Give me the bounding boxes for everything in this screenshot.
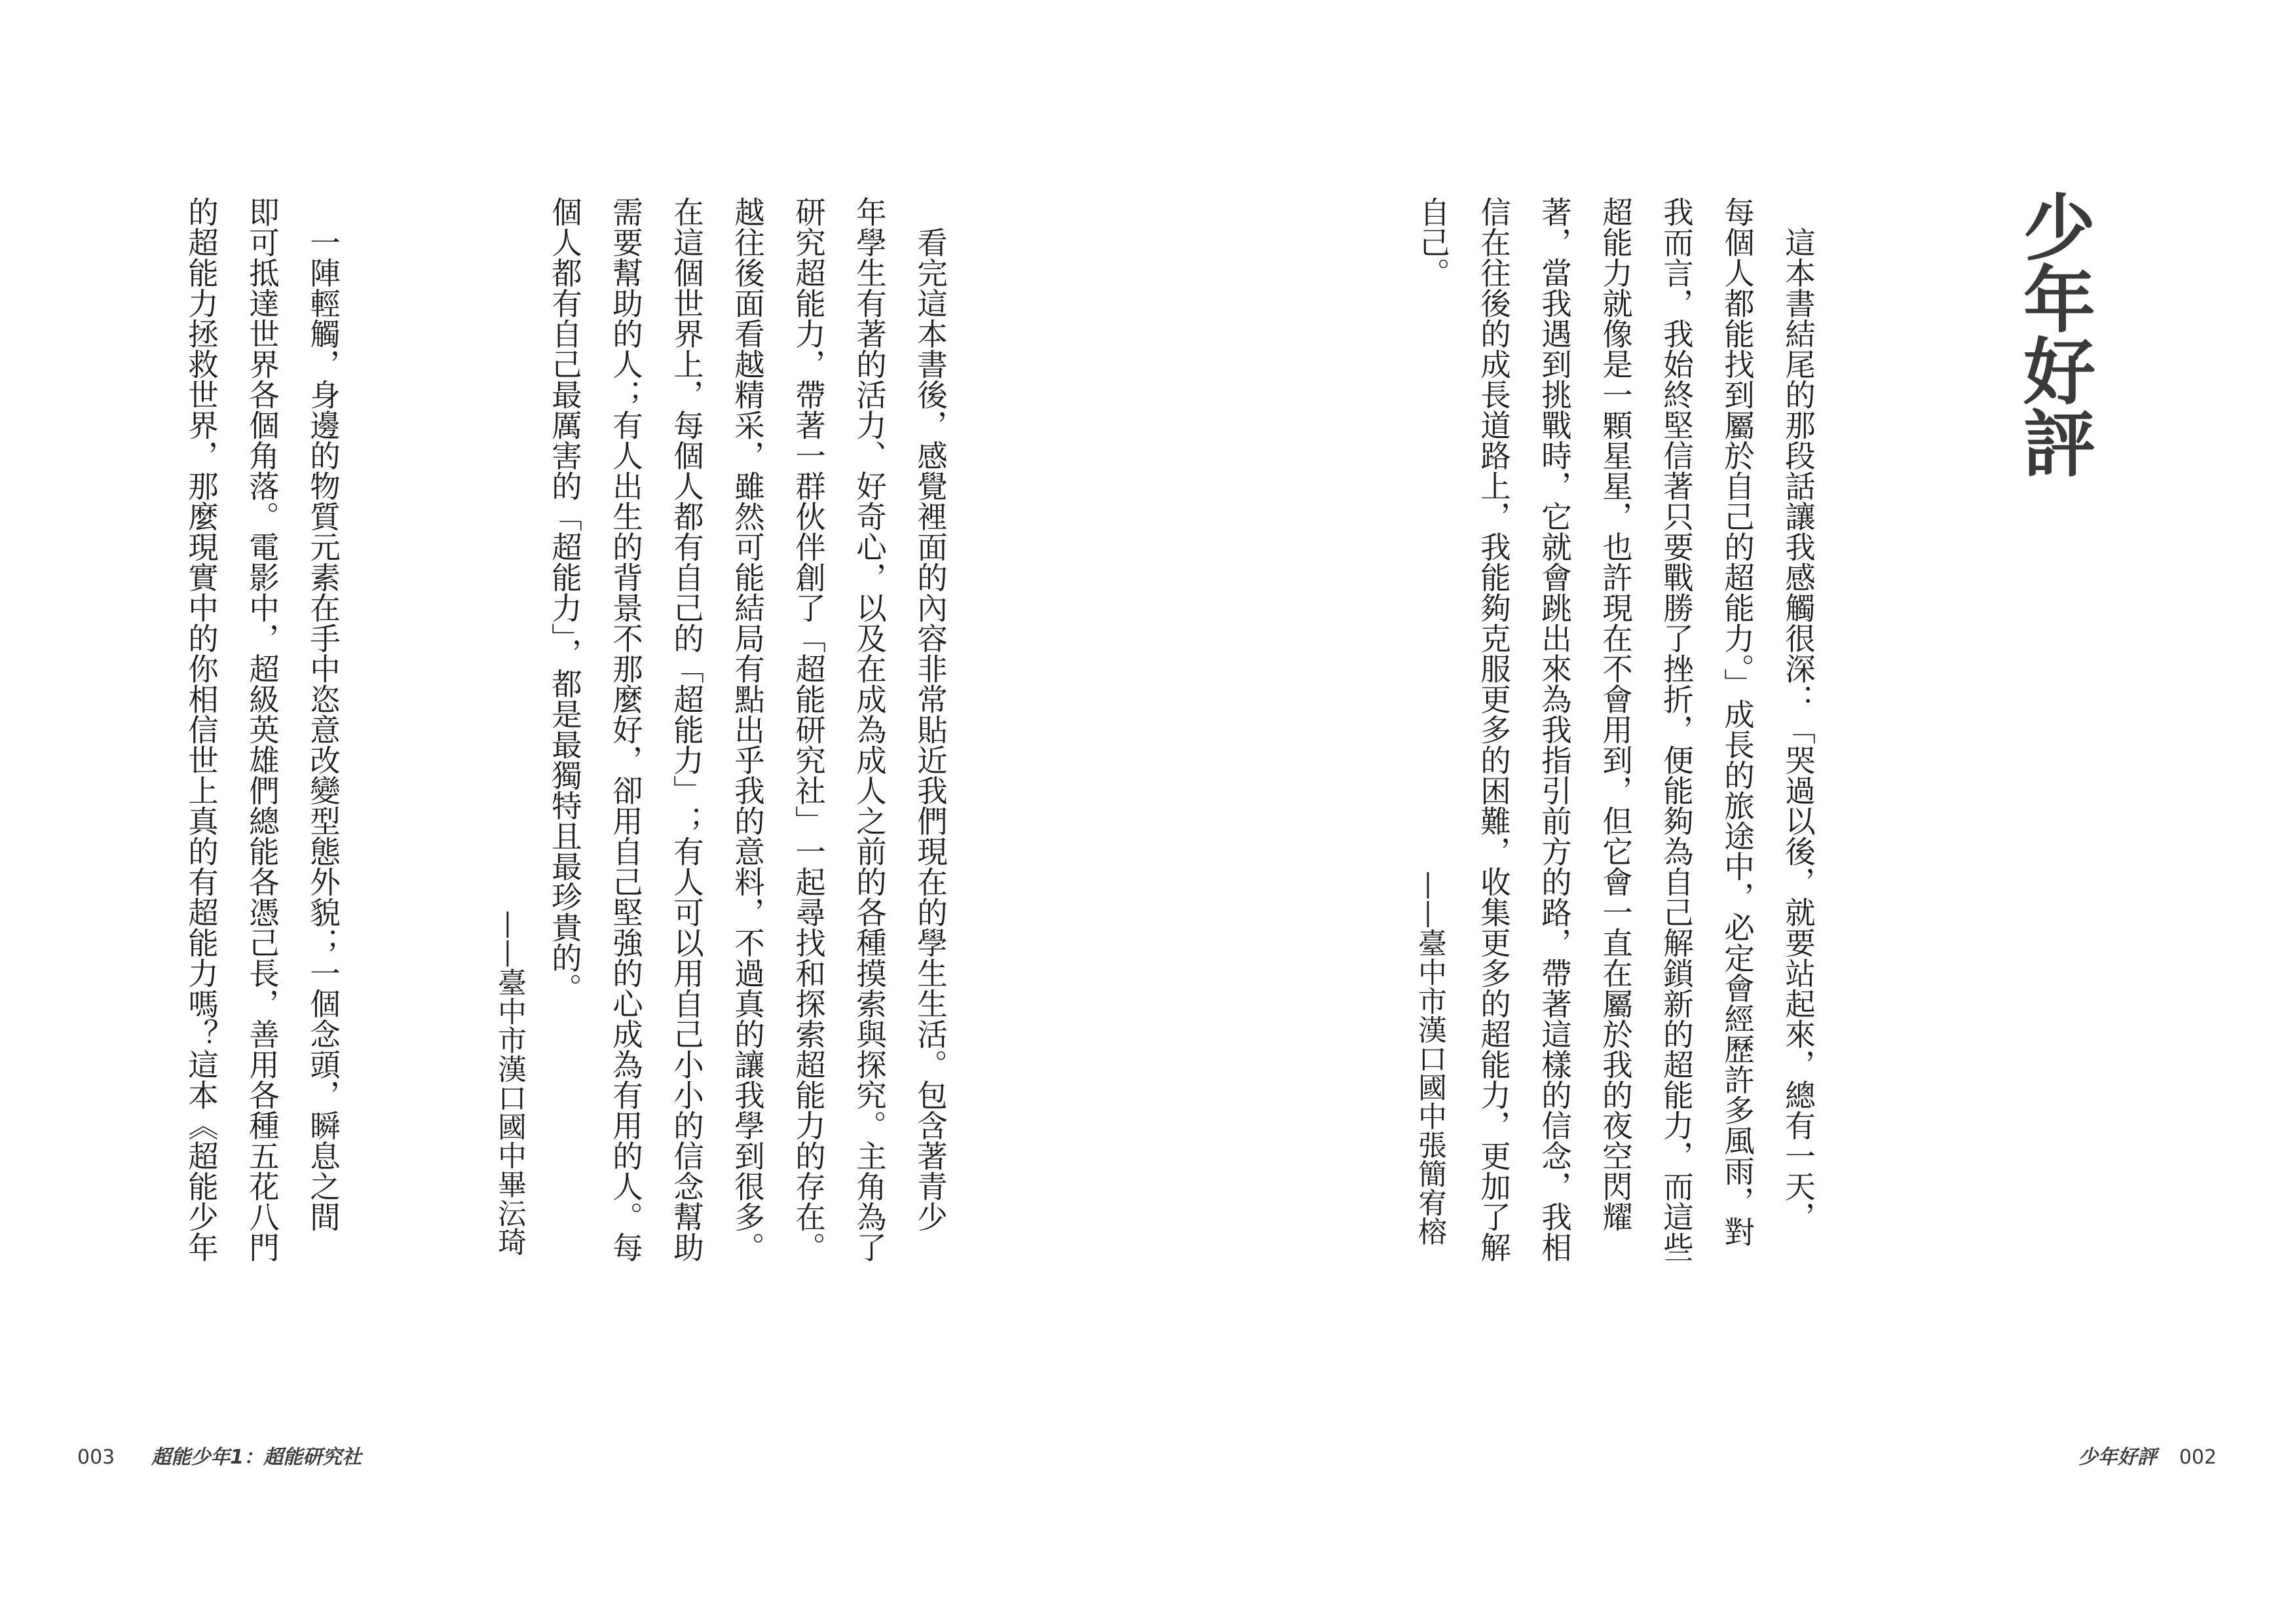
review-text-3 (170, 196, 353, 1263)
text-line: 個人都有自己最厲害的「超能力」，都是最獨特且最珍貴的。 (547, 196, 582, 1004)
running-title: 少年好評 (2078, 1446, 2157, 1469)
text-line: 年學生有著的活力、好奇心，以及在成為成人之前的各種摸索與探究。主角為了 (852, 196, 887, 1263)
review-text-2 (534, 196, 960, 1263)
text-line: 超能力就像是一顆星星，也許現在不會用到，但它會一直在屬於我的夜空閃耀 (1598, 196, 1633, 1232)
footer-left (77, 1441, 362, 1469)
text-line: 這本書結尾的那段話讓我感觸很深：「哭過以後，就要站起來，總有一天， (1780, 196, 1816, 1232)
text-line: 看完這本書後，感覺裡面的內容非常貼近我們現在的學生生活。包含著青少 (912, 196, 948, 1232)
text-line: 我而言，我始終堅信著只要戰勝了挫折，便能夠為自己解鎖新的超能力，而這些 (1659, 196, 1694, 1263)
page-number: 002 (2179, 1446, 2217, 1469)
footer-right (2078, 1441, 2217, 1469)
running-title: 超能少年1：超能研究社 (151, 1446, 362, 1469)
text-line: 的超能力拯救世界，那麼現實中的你相信世上真的有超能力嗎？這本《超能少年 (183, 196, 219, 1263)
text-line: 需要幫助的人；有人出生的背景不那麼好，卻用自己堅強的心成為有用的人。每 (608, 196, 643, 1263)
text-line: 越往後面看越精采，雖然可能結局有點出乎我的意料，不過真的讓我學到很多。 (730, 196, 765, 1263)
review-author-1: ——臺中市漢口國中張簡宥榕 (1413, 871, 1446, 1246)
text-line: 信在往後的成長道路上，我能夠克服更多的困難，收集更多的超能力，更加了解 (1476, 196, 1511, 1263)
text-line: 著，當我遇到挑戰時，它就會跳出來為我指引前方的路，帶著這樣的信念，我相 (1537, 196, 1572, 1263)
text-line: 一陣輕觸，身邊的物質元素在手中恣意改變型態外貌；一個念頭，瞬息之間 (305, 196, 341, 1232)
text-line: 研究超能力，帶著一群伙伴創了「超能研究社」一起尋找和探索超能力的存在。 (791, 196, 826, 1263)
text-line: 自己。 (1415, 196, 1450, 288)
text-line: 在這個世界上，每個人都有自己的「超能力」；有人可以用自己小小的信念幫助 (669, 196, 704, 1263)
review-author-2: ——臺中市漢口國中畢沄琦 (493, 910, 526, 1256)
text-line: 即可抵達世界各個角落。電影中，超級英雄們總能各憑己長，善用各種五花八門 (244, 196, 280, 1263)
section-heading: 少年好評 (2012, 190, 2095, 478)
review-text-1 (1402, 196, 1828, 1263)
text-line: 每個人都能找到屬於自己的超能力。」成長的旅途中，必定會經歷許多風雨，對 (1719, 196, 1755, 1247)
page-number: 003 (77, 1446, 115, 1469)
